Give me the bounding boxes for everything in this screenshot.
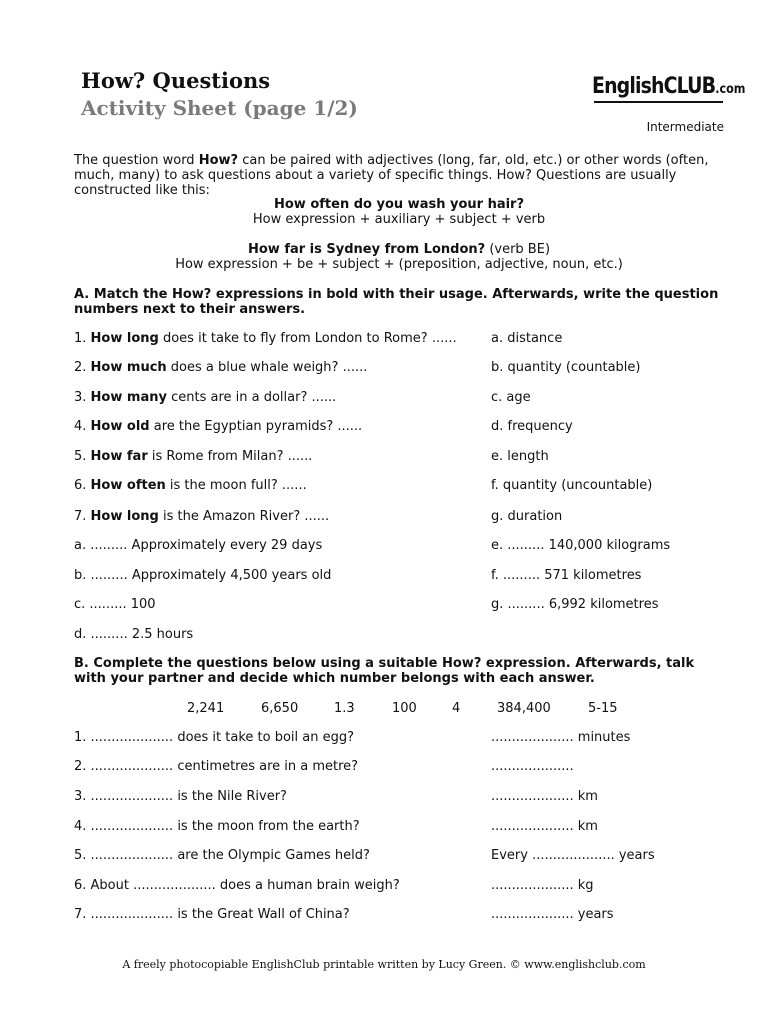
section-a-heading: A. Match the How? expressions in bold with their usage. Afterwards, write the question numbers next to their answers.	[74, 287, 719, 317]
q-bold: How far	[90, 449, 148, 464]
section-b-question: 1. .................... does it take to boil an egg?	[74, 730, 355, 745]
q-bold: How long	[90, 509, 159, 524]
section-a-question	[74, 331, 457, 346]
number-option: 100	[392, 701, 417, 716]
section-b-answer: .................... km	[491, 789, 598, 804]
usage-item: b. quantity (countable)	[491, 360, 641, 375]
intro-paragraph	[74, 153, 724, 198]
q-rest: is the moon full? ......	[165, 478, 307, 493]
number-bank	[0, 701, 768, 717]
q-num: 5.	[74, 449, 91, 464]
section-a-question	[74, 478, 307, 493]
section-b-answer: .................... years	[491, 907, 614, 922]
q-rest: are the Egyptian pyramids? ......	[149, 419, 363, 434]
section-b-heading: B. Complete the questions below using a suitable How? expression. Afterwards, talk with your partner and decide which number belongs with each answer.	[74, 656, 695, 686]
q-rest: does it take to fly from London to Rome? ......	[158, 331, 457, 346]
answer-item: a. ......... Approximately every 29 days	[74, 538, 323, 553]
logo-suffix: .com	[715, 82, 746, 97]
section-b-question: 7. .................... is the Great Wall of China?	[74, 907, 350, 922]
example2-question	[74, 242, 724, 257]
usage-item: f. quantity (uncountable)	[491, 478, 653, 493]
answer-item: d. ......... 2.5 hours	[74, 627, 194, 642]
q-bold: How often	[90, 478, 166, 493]
usage-item: d. frequency	[491, 419, 573, 434]
example2-note: (verb BE)	[485, 242, 551, 257]
intro-bold: How?	[198, 153, 239, 168]
example1-question-text: How often do you wash your hair?	[273, 197, 525, 212]
logo-main: EnglishCLUB	[592, 74, 716, 99]
q-num: 3.	[74, 390, 91, 405]
section-b-question: 6. About .................... does a human brain weigh?	[74, 878, 400, 893]
footer-credit: A freely photocopiable EnglishClub printable written by Lucy Green. © www.englishclub.com	[122, 958, 646, 971]
q-rest: is the Amazon River? ......	[158, 509, 330, 524]
q-bold: How old	[90, 419, 150, 434]
section-b-question: 2. .................... centimetres are in a metre?	[74, 759, 359, 774]
q-num: 7.	[74, 509, 91, 524]
intro-text-1: The question word	[74, 153, 199, 168]
section-b-question: 5. .................... are the Olympic Games held?	[74, 848, 370, 863]
answer-item: c. ......... 100	[74, 597, 156, 612]
q-num: 4.	[74, 419, 91, 434]
q-num: 2.	[74, 360, 91, 375]
q-num: 1.	[74, 331, 91, 346]
section-b-answer: ....................	[491, 759, 574, 774]
q-rest: cents are in a dollar? ......	[166, 390, 337, 405]
usage-item: a. distance	[491, 331, 563, 346]
number-option: 5-15	[588, 701, 618, 716]
number-option: 384,400	[497, 701, 551, 716]
level-label: Intermediate	[646, 120, 724, 134]
answer-item: b. ......... Approximately 4,500 years old	[74, 568, 332, 583]
section-a-question	[74, 449, 312, 464]
section-a-question	[74, 509, 329, 524]
section-b-question: 3. .................... is the Nile River?	[74, 789, 287, 804]
q-bold: How many	[90, 390, 167, 405]
section-b-question: 4. .................... is the moon from the earth?	[74, 819, 360, 834]
number-option: 2,241	[187, 701, 225, 716]
intro-text-2: can be paired with adjectives (long, far, old, etc.) or other words (often, much, many) to ask questions about a variety of specific things. How? Questions are usually constructed like this:	[74, 153, 709, 198]
section-b-answer: .................... minutes	[491, 730, 631, 745]
answer-item: e. ......... 140,000 kilograms	[491, 538, 671, 553]
usage-item: g. duration	[491, 509, 563, 524]
logo-underline	[594, 101, 723, 103]
section-a-question	[74, 360, 367, 375]
page-subtitle: Activity Sheet (page 1/2)	[81, 96, 358, 120]
number-option: 4	[452, 701, 461, 716]
number-option: 6,650	[261, 701, 299, 716]
englishclub-logo	[592, 74, 745, 99]
usage-item: e. length	[491, 449, 549, 464]
section-b-answer: Every .................... years	[491, 848, 655, 863]
page-title: How? Questions	[81, 68, 271, 93]
q-rest: does a blue whale weigh? ......	[166, 360, 368, 375]
answer-item: f. ......... 571 kilometres	[491, 568, 642, 583]
number-option: 1.3	[334, 701, 355, 716]
example2-pattern: How expression + be + subject + (preposition, adjective, noun, etc.)	[175, 257, 623, 272]
q-rest: is Rome from Milan? ......	[147, 449, 313, 464]
q-bold: How much	[90, 360, 167, 375]
section-a-question	[74, 390, 336, 405]
q-num: 6.	[74, 478, 91, 493]
q-bold: How long	[90, 331, 159, 346]
answer-item: g. ......... 6,992 kilometres	[491, 597, 659, 612]
example1-question	[74, 197, 724, 212]
section-a-question	[74, 419, 362, 434]
example2-question-text: How far is Sydney from London?	[247, 242, 486, 257]
usage-item: c. age	[491, 390, 531, 405]
example1-pattern: How expression + auxiliary + subject + verb	[252, 212, 546, 227]
section-b-answer: .................... kg	[491, 878, 594, 893]
section-b-answer: .................... km	[491, 819, 598, 834]
